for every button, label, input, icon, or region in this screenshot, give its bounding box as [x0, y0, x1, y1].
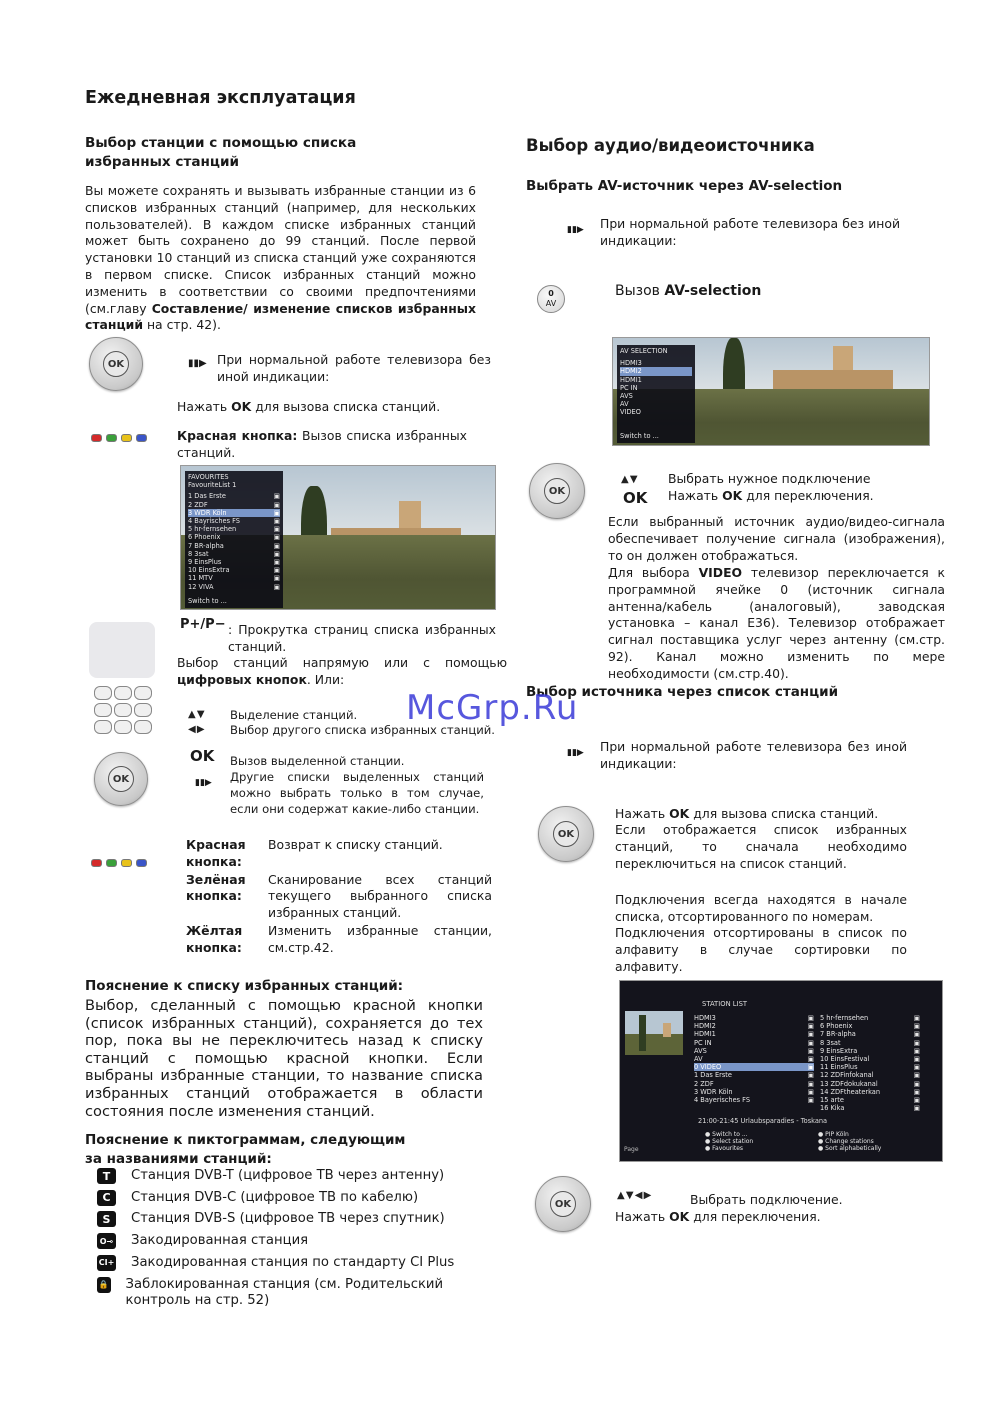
footer-right	[818, 1131, 881, 1152]
picto-row	[97, 1211, 457, 1227]
station-item-label: 0 VIDEO	[694, 1063, 722, 1072]
dvb-icon: ▣	[913, 1063, 920, 1072]
av-item-label: PC IN	[620, 383, 638, 392]
blue-dot-icon-2	[136, 859, 147, 867]
color-buttons-icon-2	[91, 855, 151, 870]
av-item[interactable]	[620, 367, 692, 375]
page-indicator: Page	[624, 1146, 639, 1153]
station-item-label: HDMI2	[694, 1022, 716, 1031]
key-yellow-text: Изменить избранные станции, см.стр.42.	[268, 922, 492, 955]
picto-row	[97, 1168, 457, 1184]
station-item-label: 13 ZDFdokukanal	[820, 1079, 878, 1088]
picto-row	[97, 1277, 457, 1309]
fav-intro-text: Вы можете сохранять и вызывать избранные станции из 6 списков избранных станций (например, для нескольких пользователей). В каждом списке избранных станций может быть сохранено до 99 станций. После первой установки 10 станций из списка станций уже сохраняются в первом списке. Список избранных станций можно изменить в соответствии со своими предпочтениями (см.главу	[85, 183, 476, 316]
osd-footer-item: ● Change stations	[818, 1138, 874, 1145]
key-red-text: Возврат к списку станций.	[268, 837, 443, 852]
fav-station-item-label: 2 ZDF	[188, 500, 208, 509]
picto-row	[97, 1255, 457, 1271]
normal-op-right: При нормальной работе телевизора без иной индикации:	[600, 216, 900, 248]
fav-shown: Если отображается список избранных станций, то сначала необходимо переключиться на список станций.	[615, 822, 907, 871]
sel-leftright: Выбор другого списка избранных станций.	[230, 723, 495, 737]
dvb-icon: ▣	[273, 492, 280, 501]
station-item[interactable]	[694, 1088, 814, 1096]
station-item-label: 6 Phoenix	[820, 1022, 853, 1031]
arrow-right-icon-3: ▮▮▶	[567, 225, 584, 235]
av-sub: Выбрать AV-источник через AV-selection	[526, 178, 843, 194]
station-item-label: 3 WDR Köln	[694, 1087, 733, 1096]
dvb-icon: ▣	[273, 549, 280, 558]
table-row	[186, 923, 492, 958]
station-item[interactable]	[820, 1104, 920, 1112]
normal-op-left: При нормальной работе телевизора без иной индикации:	[217, 352, 491, 384]
ok-key-right-3: OK	[669, 1209, 690, 1224]
station-col2	[820, 1014, 920, 1112]
dvb-icon: ▣	[273, 582, 280, 591]
ok-button-icon-5	[535, 1176, 591, 1232]
dvb-icon: ▣	[913, 1014, 920, 1022]
watermark: McGrp.Ru	[406, 688, 579, 728]
dvb-icon: ▣	[273, 525, 280, 534]
fav-station-item-label: 8 3sat	[188, 549, 209, 558]
digit-desc	[177, 655, 507, 689]
now-playing: 21:00-21:45 Urlaubsparadies - Toskana	[698, 1117, 828, 1125]
key-red: Красная кнопка:	[186, 837, 246, 869]
osd-footer-item: ● PIP Köln	[818, 1131, 849, 1138]
video-pre: Для выбора	[608, 565, 699, 580]
video-post: телевизор переключается к программной ячейке 0 (источник сигнала антенна/кабель (аналоговый), заводская установка – канал E36). Телевизор отображает сигнал поставщика услуг через антенну (см.стр. 92). Канал можно изменить по мере необходимости (см.стр.40).	[608, 565, 946, 681]
press-ok-right	[668, 488, 874, 505]
expl-text: Выбор, сделанный с помощью красной кнопки (список избранных станций), сохраняется до тех пор, пока вы не переключитесь назад к списку станций с помощью красной кнопки. Если выбраны избранные станции, то название списка избранных станций отображается в области состояния после изменения станций.	[85, 997, 483, 1120]
station-item[interactable]	[694, 1096, 814, 1104]
station-item[interactable]	[820, 1071, 920, 1079]
dvb-icon: ▣	[273, 533, 280, 542]
station-item[interactable]	[694, 1080, 814, 1088]
dvb-picto-icon: C	[97, 1190, 116, 1206]
fav-station-item-label: 4 Bayrisches FS	[188, 517, 240, 526]
conn-sorted: Подключения отсортированы в список по алфавиту в случае сортировки по алфавиту.	[615, 925, 907, 974]
av-item-label: VIDEO	[620, 408, 641, 417]
dvb-icon: ▣	[913, 1022, 920, 1031]
color-keys-table	[186, 837, 492, 958]
red-button-label: Красная кнопка:	[177, 428, 298, 443]
video-bold: VIDEO	[698, 565, 743, 580]
call-av-pre: Вызов	[615, 283, 665, 299]
press-ok-right-pre: Нажать	[668, 488, 723, 503]
color-buttons-icon	[91, 430, 151, 445]
fav-heading: Выбор станции с помощью списка избранных станций	[85, 135, 357, 170]
station-item[interactable]	[820, 1088, 920, 1096]
key-green: Зелёная кнопка:	[186, 871, 246, 904]
station-item[interactable]	[694, 1055, 814, 1063]
fav-osd-list: FavouriteList 1	[188, 481, 237, 490]
dvb-picto-icon: O⊸	[97, 1233, 116, 1249]
station-item-label: AVS	[694, 1046, 707, 1055]
expl-heading: Пояснение к списку избранных станций:	[85, 978, 404, 994]
pp-text: : Прокрутка страниц списка избранных станций.	[228, 622, 496, 654]
dvb-icon: ▣	[913, 1046, 920, 1055]
station-item-label: PC IN	[694, 1038, 712, 1047]
table-row	[186, 837, 492, 872]
dvb-picto-icon: S	[97, 1211, 116, 1227]
station-item[interactable]	[694, 1030, 814, 1038]
picto-text: Заблокированная станция (см. Родительский контроль на стр. 52)	[125, 1276, 444, 1308]
av-item[interactable]	[620, 376, 692, 384]
av-item[interactable]	[620, 400, 692, 408]
station-item-label: 1 Das Erste	[694, 1071, 732, 1080]
arrow-right-icon-4: ▮▮▶	[567, 748, 584, 758]
source-text: Если выбранный источник аудио/видео-сигнала обеспечивает получение сигнала (изображения), то он должен отображаться.	[608, 514, 945, 563]
ok-ring-5: OK	[550, 1191, 576, 1217]
av-item[interactable]	[620, 384, 692, 392]
station-item-label: 7 BR-alpha	[820, 1030, 856, 1039]
dvb-icon: ▣	[273, 500, 280, 509]
av-osd-title: AV SELECTION	[620, 347, 668, 355]
press-ok2-pre: Нажать	[615, 806, 670, 821]
dvb-picto-icon: 🔒	[97, 1277, 111, 1293]
press-ok-post: для вызова списка станций.	[251, 399, 441, 414]
dvb-icon: ▣	[273, 517, 280, 526]
station-item[interactable]	[820, 1039, 920, 1047]
arrow-right-icon: ▮▮▶	[188, 358, 207, 369]
fav-station-item[interactable]	[188, 583, 280, 591]
av-item[interactable]	[620, 359, 692, 367]
fav-station-item-label: 6 Phoenix	[188, 533, 221, 542]
yellow-dot-icon-2	[121, 859, 132, 867]
station-item-label: 12 ZDFinfokanal	[820, 1071, 874, 1080]
station-item-label: 9 EinsExtra	[820, 1046, 858, 1055]
red-button-desc	[177, 428, 467, 462]
right-heading: Выбор аудио/видеоисточника	[526, 136, 815, 155]
station-item-label: 4 Bayerisches FS	[694, 1096, 751, 1105]
osd-footer-item: ● Switch to ...	[705, 1131, 748, 1138]
picto-text: Закодированная станция по стандарту CI Plus	[131, 1254, 455, 1270]
osd-footer-item: ● Favourites	[705, 1145, 744, 1152]
conn-start: Подключения всегда находятся в начале списка, отсортированного по номерам.	[615, 892, 907, 924]
up-down-arrows-icon-2: ▲ ▼	[621, 474, 637, 485]
left-right-arrows-icon: ◀ ▶	[188, 724, 204, 735]
dvb-icon: ▣	[273, 508, 280, 517]
dvb-icon: ▣	[807, 1030, 814, 1039]
station-item[interactable]	[820, 1055, 920, 1063]
dvb-picto-icon: T	[97, 1168, 116, 1184]
dvb-icon: ▣	[273, 558, 280, 567]
press-ok-right-2	[615, 806, 878, 823]
av-osd-items	[620, 359, 692, 416]
fav-station-item-label: 3 WDR Köln	[188, 508, 227, 517]
fav-osd-footer: Switch to ...	[188, 596, 227, 605]
fav-osd-stations	[188, 492, 280, 590]
fav-intro-end: на стр. 42).	[143, 317, 221, 333]
ok-button-icon-3	[529, 463, 585, 519]
station-item-label: 11 EinsPlus	[820, 1063, 858, 1072]
press-ok-right-3	[615, 1209, 821, 1226]
picto-row	[97, 1233, 457, 1249]
station-item[interactable]	[694, 1047, 814, 1055]
blue-dot-icon	[136, 434, 147, 442]
key-yellow: Жёлтая кнопка:	[186, 922, 243, 955]
av-key-top: 0	[548, 289, 554, 298]
dvb-icon: ▣	[913, 1104, 920, 1113]
press-ok2-post: для вызова списка станций.	[689, 806, 879, 821]
picto-heading: Пояснение к пиктограммам, следующим за названиями станций:	[85, 1132, 406, 1167]
station-col1	[694, 1014, 814, 1104]
picto-row	[97, 1190, 457, 1206]
picto-text: Станция DVB-S (цифровое ТВ через спутник)	[131, 1211, 445, 1227]
digit-keypad-icon	[94, 686, 156, 744]
ok-ring-3: OK	[544, 478, 570, 504]
dvb-icon: ▣	[273, 541, 280, 550]
ok-button-icon-4	[538, 806, 594, 862]
dvb-icon: ▣	[807, 1071, 814, 1080]
fav-station-item-label: 1 Das Erste	[188, 492, 226, 501]
station-item-label: 15 arte	[820, 1096, 844, 1105]
ok-key-2: OK	[190, 747, 215, 765]
dvb-icon: ▣	[807, 1096, 814, 1105]
fav-station-item-label: 12 VIVA	[188, 582, 214, 591]
picto-text: Закодированная станция	[131, 1233, 309, 1249]
red-button-text: Вызов списка избранных станций.	[177, 428, 467, 460]
av-selection-screenshot	[612, 337, 930, 446]
fav-osd-title: FAVOURITES	[188, 473, 229, 481]
ok-key-label: OK	[231, 399, 252, 414]
fav-station-item-label: 5 hr-fernsehen	[188, 525, 237, 534]
station-item[interactable]	[694, 1039, 814, 1047]
station-item-label: 2 ZDF	[694, 1079, 714, 1088]
fav-station-item[interactable]	[188, 558, 280, 566]
video-text	[608, 565, 945, 683]
remote-pager-icon	[89, 622, 155, 678]
dvb-icon: ▣	[807, 1046, 814, 1055]
green-dot-icon-2	[106, 859, 117, 867]
digit-post: . Или:	[306, 671, 345, 687]
fav-station-item[interactable]	[188, 566, 280, 574]
fav-station-item[interactable]	[188, 492, 280, 500]
dvb-icon: ▣	[913, 1038, 920, 1047]
list-sub: Выбор источника через список станций	[526, 684, 839, 700]
sel-updown: Выделение станций.	[230, 708, 358, 722]
station-item-label: 16 Kika	[820, 1104, 845, 1113]
dvb-icon: ▣	[913, 1096, 920, 1105]
key-green-text: Сканирование всех станций текущего выбранного списка избранных станций.	[268, 871, 492, 921]
dvb-icon: ▣	[807, 1022, 814, 1031]
yellow-dot-icon	[121, 434, 132, 442]
picto-text: Станция DVB-T (цифровое ТВ через антенну)	[131, 1168, 445, 1183]
picto-text: Станция DVB-C (цифровое ТВ по кабелю)	[131, 1189, 419, 1205]
page-title: Ежедневная эксплуатация	[85, 88, 356, 108]
dvb-icon: ▣	[807, 1063, 814, 1072]
fav-station-item-label: 9 EinsPlus	[188, 558, 222, 567]
table-row	[186, 872, 492, 923]
ok-ring-2: OK	[108, 766, 134, 792]
station-item[interactable]	[694, 1071, 814, 1079]
station-item[interactable]	[694, 1014, 814, 1022]
fav-station-item[interactable]	[188, 509, 280, 517]
station-item[interactable]	[694, 1063, 814, 1071]
av-item-label: AV	[620, 400, 629, 409]
press-ok3-pre: Нажать	[615, 1209, 670, 1224]
station-item[interactable]	[820, 1096, 920, 1104]
station-item-label: 14 ZDFtheaterkan	[820, 1087, 881, 1096]
green-dot-icon	[106, 434, 117, 442]
station-item[interactable]	[820, 1063, 920, 1071]
fav-intro	[85, 183, 476, 334]
station-item[interactable]	[820, 1080, 920, 1088]
four-arrows-icon: ▲ ▼ ◀ ▶	[617, 1190, 651, 1201]
press-ok-right-post: для переключения.	[742, 488, 874, 503]
av-osd-footer: Switch to ...	[620, 431, 659, 440]
ok-key-3: OK	[623, 489, 648, 507]
pp-key: P+/P−	[180, 617, 226, 632]
preview-thumbnail	[625, 1011, 683, 1055]
av-item[interactable]	[620, 392, 692, 400]
ok-ring: OK	[103, 351, 129, 377]
station-item-label: HDMI3	[694, 1014, 716, 1022]
fav-station-item-label: 10 EinsExtra	[188, 566, 230, 575]
osd-footer-item: ● Select station	[705, 1138, 754, 1145]
dvb-icon: ▣	[913, 1087, 920, 1096]
digit-pre: Выбор станций напрямую или с помощью	[177, 655, 507, 670]
ok-button-icon-2	[94, 752, 148, 806]
av-osd	[617, 345, 695, 443]
dvb-icon: ▣	[807, 1038, 814, 1047]
station-item[interactable]	[694, 1022, 814, 1030]
call-selected: Вызов выделенной станции.	[230, 754, 405, 768]
fav-station-item-label: 11 MTV	[188, 574, 213, 583]
other-lists: Другие списки выделенных станций можно выбрать только в том случае, если они содержат какие-либо станции.	[230, 770, 484, 816]
station-item[interactable]	[820, 1030, 920, 1038]
press-ok3-post: для переключения.	[689, 1209, 821, 1224]
footer-left	[705, 1131, 753, 1152]
dvb-icon: ▣	[273, 574, 280, 583]
fav-station-item[interactable]	[188, 533, 280, 541]
station-item[interactable]	[820, 1022, 920, 1030]
fav-station-item[interactable]	[188, 574, 280, 582]
favourites-osd	[185, 471, 283, 608]
av-item[interactable]	[620, 408, 692, 416]
fav-station-item[interactable]	[188, 517, 280, 525]
ok-ring-4: OK	[553, 821, 579, 847]
dvb-picto-icon: CI+	[97, 1255, 116, 1271]
dvb-icon: ▣	[913, 1055, 920, 1064]
press-ok-left	[177, 399, 440, 416]
dvb-icon: ▣	[807, 1014, 814, 1022]
dvb-icon: ▣	[807, 1079, 814, 1088]
ok-key-right: OK	[722, 488, 743, 503]
normal-op-right-2: При нормальной работе телевизора без иной индикации:	[600, 739, 907, 771]
dvb-icon: ▣	[807, 1055, 814, 1064]
av-key-icon	[537, 285, 565, 313]
av-item-label: HDMI2	[620, 367, 642, 376]
av-item-label: HDMI1	[620, 375, 642, 384]
ok-button-icon	[89, 337, 143, 391]
av-key-bottom: AV	[545, 299, 557, 308]
fav-station-item[interactable]	[188, 542, 280, 550]
ok-key-right-2: OK	[669, 806, 690, 821]
digit-bold: цифровых кнопок	[177, 671, 307, 687]
station-item[interactable]	[820, 1014, 920, 1022]
dvb-icon: ▣	[273, 566, 280, 575]
dvb-icon: ▣	[913, 1030, 920, 1039]
osd-footer-item: ● Sort alphabetically	[818, 1145, 882, 1152]
station-list-screenshot	[619, 980, 943, 1162]
up-down-arrows-icon: ▲ ▼	[188, 709, 204, 720]
fav-station-item[interactable]	[188, 525, 280, 533]
av-item-label: AVS	[620, 392, 633, 401]
red-dot-icon-2	[91, 859, 102, 867]
call-av	[615, 283, 761, 299]
dvb-icon: ▣	[913, 1079, 920, 1088]
red-dot-icon	[91, 434, 102, 442]
arrow-right-icon-2: ▮▮▶	[195, 778, 212, 788]
station-item-label: AV	[694, 1055, 703, 1064]
choose-conn: Выбрать нужное подключение	[668, 471, 871, 486]
favourites-screenshot	[180, 465, 496, 610]
station-item-label: HDMI1	[694, 1030, 716, 1039]
station-item-label: 8 3sat	[820, 1038, 841, 1047]
press-ok-pre: Нажать	[177, 399, 232, 414]
av-item-label: HDMI3	[620, 359, 642, 368]
choose-conn-2: Выбрать подключение.	[690, 1192, 843, 1207]
station-item[interactable]	[820, 1047, 920, 1055]
fav-station-item-label: 7 BR-alpha	[188, 541, 224, 550]
fav-intro-link: Составление/ изменение списков избранных станций	[85, 300, 476, 333]
station-osd-title: STATION LIST	[702, 1000, 748, 1008]
station-item-label: 5 hr-fernsehen	[820, 1014, 869, 1022]
fav-station-item[interactable]	[188, 501, 280, 509]
station-item-label: 10 EinsFestival	[820, 1055, 870, 1064]
dvb-icon: ▣	[807, 1087, 814, 1096]
call-av-bold: AV-selection	[664, 283, 762, 299]
dvb-icon: ▣	[913, 1071, 920, 1080]
fav-station-item[interactable]	[188, 550, 280, 558]
